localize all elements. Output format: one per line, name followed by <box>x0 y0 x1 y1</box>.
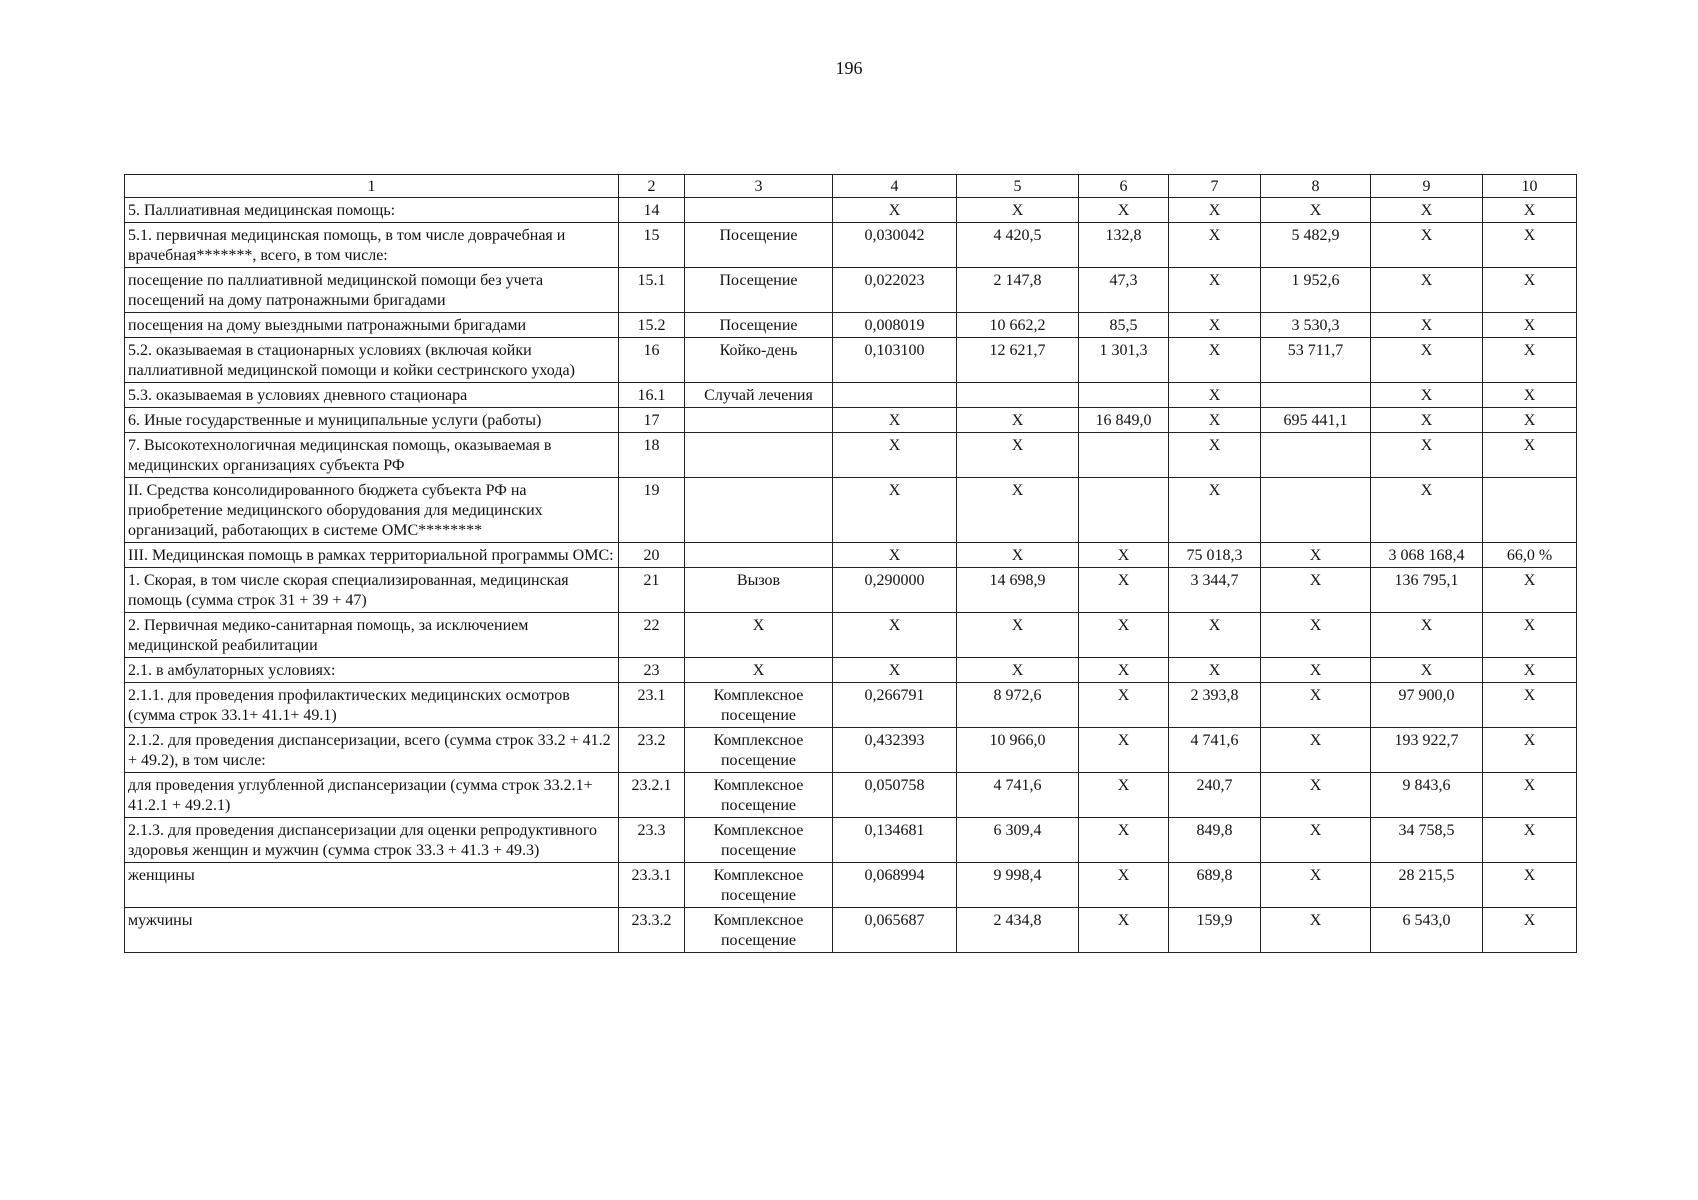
table-cell: X <box>1483 773 1577 818</box>
table-cell: 9 998,4 <box>957 863 1079 908</box>
table-cell: X <box>1169 408 1261 433</box>
row-label-cell: посещение по паллиативной медицинской помощи без учета посещений на дому патронажными бригадами <box>125 268 619 313</box>
row-label-cell: 2.1.3. для проведения диспансеризации для оценки репродуктивного здоровья женщин и мужчин (сумма строк 33.3 + 41.3 + 49.3) <box>125 818 619 863</box>
table-cell: 47,3 <box>1079 268 1169 313</box>
table-cell: X <box>1079 198 1169 223</box>
row-label-cell: 2.1.1. для проведения профилактических медицинских осмотров (сумма строк 33.1+ 41.1+ 49.1) <box>125 683 619 728</box>
table-cell: X <box>1261 198 1371 223</box>
column-header: 9 <box>1371 175 1483 198</box>
row-label-cell: 5.3. оказываемая в условиях дневного стационара <box>125 383 619 408</box>
table-cell <box>1483 478 1577 543</box>
table-row <box>125 568 1577 613</box>
table-cell: 193 922,7 <box>1371 728 1483 773</box>
table-cell: X <box>1079 773 1169 818</box>
table-cell: X <box>1371 268 1483 313</box>
table-cell: X <box>1483 268 1577 313</box>
table-cell: X <box>1079 543 1169 568</box>
table-row <box>125 433 1577 478</box>
table-cell <box>1079 383 1169 408</box>
table-cell: Вызов <box>685 568 833 613</box>
table-cell: 0,065687 <box>833 908 957 953</box>
row-label-cell: для проведения углубленной диспансеризации (сумма строк 33.2.1+ 41.2.1 + 49.2.1) <box>125 773 619 818</box>
table-cell: 22 <box>619 613 685 658</box>
table-cell: X <box>1261 658 1371 683</box>
row-label-cell: 5.2. оказываемая в стационарных условиях (включая койки паллиативной медицинской помощи и койки сестринского ухода) <box>125 338 619 383</box>
table-cell: 689,8 <box>1169 863 1261 908</box>
table-cell: X <box>957 613 1079 658</box>
table-cell: X <box>1483 863 1577 908</box>
table-cell <box>957 383 1079 408</box>
table-cell: 0,432393 <box>833 728 957 773</box>
table-cell: 0,290000 <box>833 568 957 613</box>
table-cell: X <box>685 613 833 658</box>
table-cell: X <box>1261 908 1371 953</box>
table-cell: 14 <box>619 198 685 223</box>
row-label-cell: женщины <box>125 863 619 908</box>
table-cell: 23.2 <box>619 728 685 773</box>
table-cell: X <box>685 658 833 683</box>
table-cell: 16 849,0 <box>1079 408 1169 433</box>
table-row <box>125 728 1577 773</box>
table-cell: 23.3.2 <box>619 908 685 953</box>
table-cell: 6 309,4 <box>957 818 1079 863</box>
column-header: 6 <box>1079 175 1169 198</box>
table-cell: 15.1 <box>619 268 685 313</box>
table-cell: X <box>1483 613 1577 658</box>
table-cell: Посещение <box>685 223 833 268</box>
table-cell: X <box>1261 863 1371 908</box>
table-cell: X <box>833 478 957 543</box>
page-number: 196 <box>835 58 863 78</box>
table-cell: X <box>1483 818 1577 863</box>
table-row <box>125 658 1577 683</box>
table-cell: X <box>1169 478 1261 543</box>
table-cell: X <box>1079 658 1169 683</box>
table-cell: X <box>1483 728 1577 773</box>
table-cell: X <box>1169 338 1261 383</box>
table-cell: 10 966,0 <box>957 728 1079 773</box>
table-cell: 19 <box>619 478 685 543</box>
table-cell: 12 621,7 <box>957 338 1079 383</box>
table-cell: X <box>957 198 1079 223</box>
table-cell <box>1079 478 1169 543</box>
row-label-cell: мужчины <box>125 908 619 953</box>
table-cell: 136 795,1 <box>1371 568 1483 613</box>
table-cell <box>685 478 833 543</box>
table-row <box>125 818 1577 863</box>
table-cell: X <box>1371 383 1483 408</box>
table-cell: X <box>1079 568 1169 613</box>
table-cell <box>1079 433 1169 478</box>
column-header: 8 <box>1261 175 1371 198</box>
table-cell: X <box>957 543 1079 568</box>
table-row <box>125 863 1577 908</box>
table-cell: X <box>1483 683 1577 728</box>
table-cell: X <box>1371 433 1483 478</box>
table-row <box>125 198 1577 223</box>
table-cell: 23.3.1 <box>619 863 685 908</box>
table-row <box>125 383 1577 408</box>
row-label-cell: 2. Первичная медико-санитарная помощь, за исключением медицинской реабилитации <box>125 613 619 658</box>
table-row <box>125 268 1577 313</box>
table-cell: Комплексное посещение <box>685 818 833 863</box>
table-cell: X <box>1483 223 1577 268</box>
table-cell: 16.1 <box>619 383 685 408</box>
table-cell <box>685 433 833 478</box>
table-cell: Посещение <box>685 268 833 313</box>
table-cell: 4 741,6 <box>1169 728 1261 773</box>
table-row <box>125 338 1577 383</box>
table-cell: 0,030042 <box>833 223 957 268</box>
table-cell: X <box>1079 683 1169 728</box>
table-cell: X <box>1079 613 1169 658</box>
table-cell: 15.2 <box>619 313 685 338</box>
row-label-cell: 2.1. в амбулаторных условиях: <box>125 658 619 683</box>
table-cell: X <box>1079 908 1169 953</box>
table-cell: 23.3 <box>619 818 685 863</box>
table-cell <box>1261 383 1371 408</box>
column-header: 3 <box>685 175 833 198</box>
table-cell: X <box>833 543 957 568</box>
table-cell: X <box>1483 908 1577 953</box>
table-cell: 0,050758 <box>833 773 957 818</box>
table-cell: 0,134681 <box>833 818 957 863</box>
table-cell: X <box>957 478 1079 543</box>
table-cell: 695 441,1 <box>1261 408 1371 433</box>
table-cell: X <box>1483 433 1577 478</box>
table-cell: 4 741,6 <box>957 773 1079 818</box>
table-cell: Комплексное посещение <box>685 863 833 908</box>
table-cell: X <box>1261 773 1371 818</box>
table-cell: X <box>833 198 957 223</box>
table-cell: 85,5 <box>1079 313 1169 338</box>
table-cell: X <box>1169 383 1261 408</box>
table-cell: X <box>1261 728 1371 773</box>
table-cell: X <box>1483 658 1577 683</box>
table-cell: X <box>1371 198 1483 223</box>
column-header: 10 <box>1483 175 1577 198</box>
table-cell: 8 972,6 <box>957 683 1079 728</box>
table-cell: 5 482,9 <box>1261 223 1371 268</box>
table-cell: X <box>1483 338 1577 383</box>
table-cell: X <box>1261 568 1371 613</box>
table-cell: 23.2.1 <box>619 773 685 818</box>
table-cell: 18 <box>619 433 685 478</box>
table-cell: X <box>1371 658 1483 683</box>
table-cell: 3 530,3 <box>1261 313 1371 338</box>
table-cell: 1 952,6 <box>1261 268 1371 313</box>
table-row <box>125 313 1577 338</box>
table-cell: Случай лечения <box>685 383 833 408</box>
table-cell: X <box>1169 433 1261 478</box>
table-cell: 0,266791 <box>833 683 957 728</box>
table-row <box>125 908 1577 953</box>
table-cell: X <box>957 433 1079 478</box>
table-cell: X <box>1079 818 1169 863</box>
row-label-cell: 6. Иные государственные и муниципальные услуги (работы) <box>125 408 619 433</box>
column-header: 7 <box>1169 175 1261 198</box>
table-cell: X <box>1483 383 1577 408</box>
row-label-cell: 1. Скорая, в том числе скорая специализированная, медицинская помощь (сумма строк 31 + 39 + 47) <box>125 568 619 613</box>
table-cell: X <box>1169 223 1261 268</box>
table-cell <box>833 383 957 408</box>
table-cell: 0,103100 <box>833 338 957 383</box>
table-cell: 75 018,3 <box>1169 543 1261 568</box>
column-header: 2 <box>619 175 685 198</box>
table-cell: 6 543,0 <box>1371 908 1483 953</box>
table-cell: 849,8 <box>1169 818 1261 863</box>
table-cell: 0,008019 <box>833 313 957 338</box>
row-label-cell: III. Медицинская помощь в рамках территориальной программы ОМС: <box>125 543 619 568</box>
table-cell: X <box>957 658 1079 683</box>
table-row <box>125 683 1577 728</box>
table-cell: 0,022023 <box>833 268 957 313</box>
table-cell: Посещение <box>685 313 833 338</box>
table-cell: X <box>1483 198 1577 223</box>
table-row <box>125 773 1577 818</box>
table-cell: Комплексное посещение <box>685 773 833 818</box>
table-cell: 1 301,3 <box>1079 338 1169 383</box>
table-row <box>125 613 1577 658</box>
table-cell: 3 344,7 <box>1169 568 1261 613</box>
table-cell: X <box>1483 568 1577 613</box>
table-cell: X <box>1483 313 1577 338</box>
table-cell <box>1261 433 1371 478</box>
table-cell: 132,8 <box>1079 223 1169 268</box>
table-cell: 23 <box>619 658 685 683</box>
table-cell: 17 <box>619 408 685 433</box>
table-cell: 2 434,8 <box>957 908 1079 953</box>
table-cell: Койко-день <box>685 338 833 383</box>
table-cell: 53 711,7 <box>1261 338 1371 383</box>
table-cell: X <box>1261 683 1371 728</box>
column-header: 4 <box>833 175 957 198</box>
row-label-cell: 5.1. первичная медицинская помощь, в том числе доврачебная и врачебная*******, всего, в том числе: <box>125 223 619 268</box>
table-cell: 159,9 <box>1169 908 1261 953</box>
table-cell: X <box>1169 613 1261 658</box>
table-cell: X <box>1261 818 1371 863</box>
table-cell: 14 698,9 <box>957 568 1079 613</box>
table-cell: X <box>1169 313 1261 338</box>
table-cell: 3 068 168,4 <box>1371 543 1483 568</box>
table-cell: 66,0 % <box>1483 543 1577 568</box>
table-cell: X <box>833 658 957 683</box>
table-cell: 20 <box>619 543 685 568</box>
table-cell <box>685 543 833 568</box>
table-cell: 15 <box>619 223 685 268</box>
table-cell: 0,068994 <box>833 863 957 908</box>
table-cell: 10 662,2 <box>957 313 1079 338</box>
table-cell: 9 843,6 <box>1371 773 1483 818</box>
row-label-cell: II. Средства консолидированного бюджета субъекта РФ на приобретение медицинского оборудования для медицинских организаций, работающих в системе ОМС******** <box>125 478 619 543</box>
table-row <box>125 223 1577 268</box>
table-cell <box>1261 478 1371 543</box>
table-cell: X <box>833 408 957 433</box>
table-cell: 28 215,5 <box>1371 863 1483 908</box>
row-label-cell: 2.1.2. для проведения диспансеризации, всего (сумма строк 33.2 + 41.2 + 49.2), в том числе: <box>125 728 619 773</box>
table-cell: X <box>1371 313 1483 338</box>
table-row <box>125 408 1577 433</box>
column-header: 5 <box>957 175 1079 198</box>
table-cell: X <box>1261 613 1371 658</box>
table-cell: X <box>1371 408 1483 433</box>
table-cell: 34 758,5 <box>1371 818 1483 863</box>
table-cell: X <box>1169 658 1261 683</box>
table-header-row <box>125 175 1577 198</box>
table-cell: X <box>833 613 957 658</box>
table-cell: X <box>1079 728 1169 773</box>
row-label-cell: 5. Паллиативная медицинская помощь: <box>125 198 619 223</box>
table-cell: 2 147,8 <box>957 268 1079 313</box>
table-row <box>125 478 1577 543</box>
table-cell: X <box>833 433 957 478</box>
table-cell: 16 <box>619 338 685 383</box>
table-cell: X <box>1169 198 1261 223</box>
table-body <box>125 198 1577 953</box>
table-cell <box>685 408 833 433</box>
table-cell: X <box>1169 268 1261 313</box>
table-cell: X <box>1483 408 1577 433</box>
table-cell: X <box>1371 223 1483 268</box>
table-cell: X <box>1371 613 1483 658</box>
table-cell: 4 420,5 <box>957 223 1079 268</box>
table-cell: 240,7 <box>1169 773 1261 818</box>
table-cell: 23.1 <box>619 683 685 728</box>
table-cell: Комплексное посещение <box>685 728 833 773</box>
table-cell: 2 393,8 <box>1169 683 1261 728</box>
data-table <box>124 174 1577 953</box>
table-row <box>125 543 1577 568</box>
table-cell: 21 <box>619 568 685 613</box>
table-cell: Комплексное посещение <box>685 683 833 728</box>
table-cell: Комплексное посещение <box>685 908 833 953</box>
column-header: 1 <box>125 175 619 198</box>
table-cell <box>685 198 833 223</box>
row-label-cell: 7. Высокотехнологичная медицинская помощь, оказываемая в медицинских организациях субъекта РФ <box>125 433 619 478</box>
table-cell: X <box>1261 543 1371 568</box>
table-cell: X <box>1371 478 1483 543</box>
table-cell: X <box>957 408 1079 433</box>
table-cell: 97 900,0 <box>1371 683 1483 728</box>
table-cell: X <box>1371 338 1483 383</box>
row-label-cell: посещения на дому выездными патронажными бригадами <box>125 313 619 338</box>
table-cell: X <box>1079 863 1169 908</box>
